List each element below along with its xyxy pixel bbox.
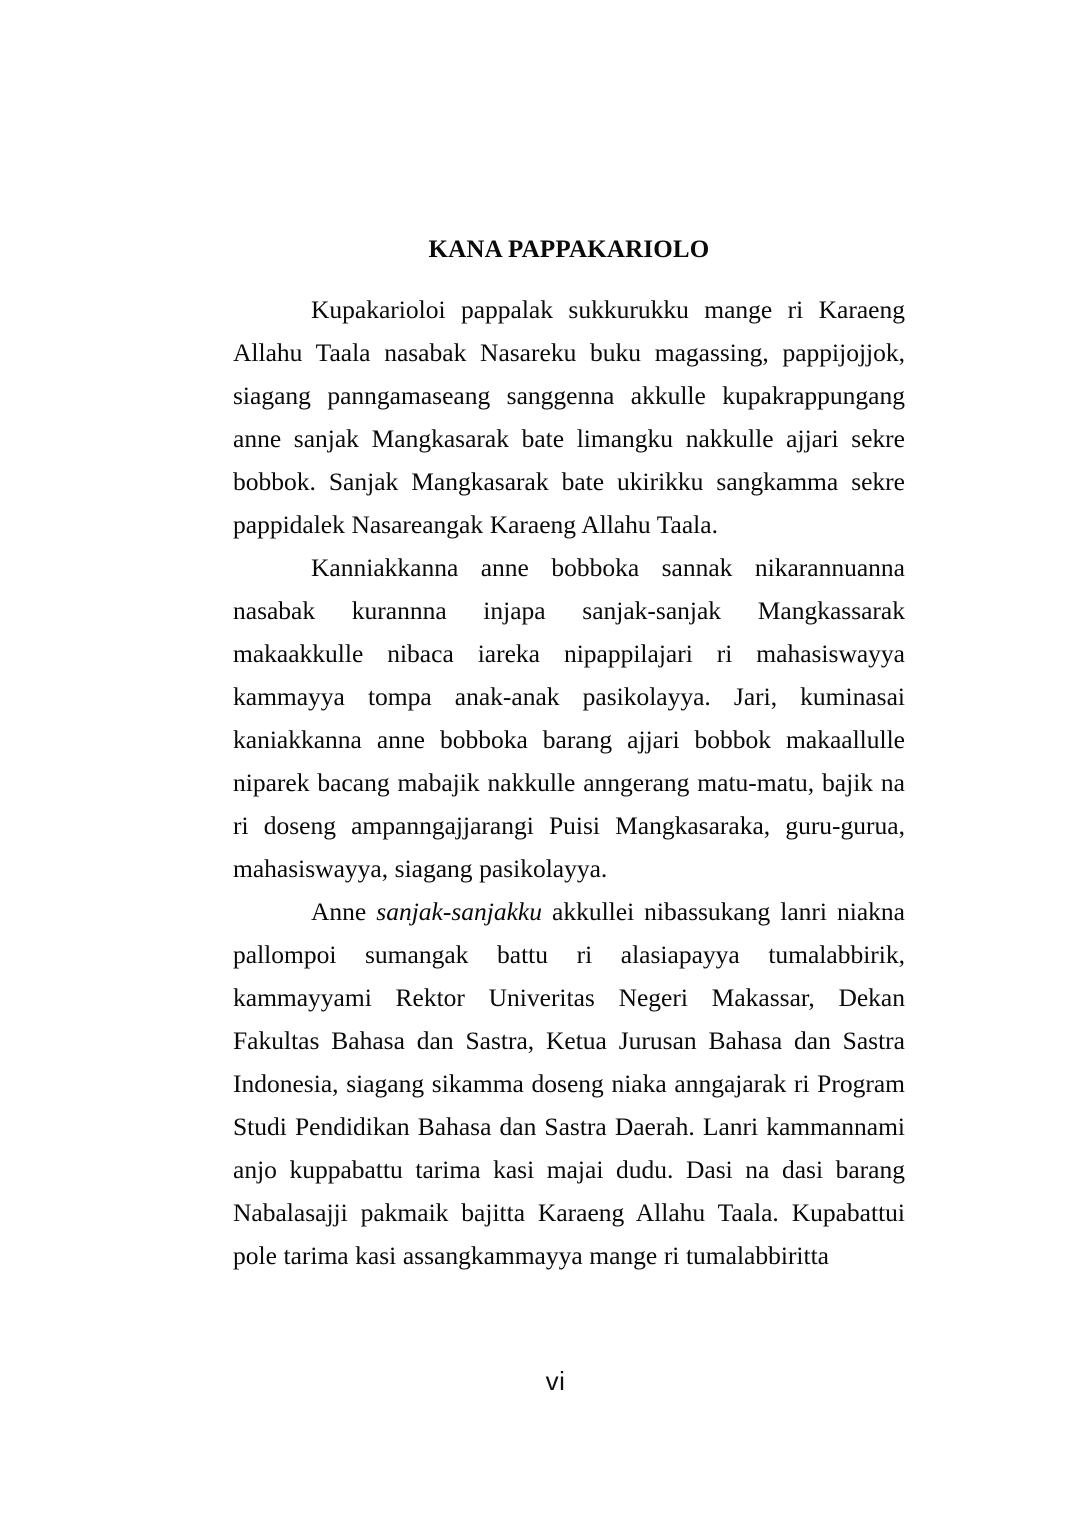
paragraph-1: Kupakarioloi pappalak sukkurukku mange ri Karaeng Allahu Taala nasabak Nasareku buku magassing, pappijojjok, siagang panngamaseang sanggenna akkulle kupakrappungang anne sanjak Mangkasarak bate limangku nakkulle ajjari sekre bobbok. Sanjak Mangkasarak bate ukirikku sangkamma sekre pappidalek Nasareangak Karaeng Allahu Taala. bbox=[233, 295, 905, 539]
paragraph-3 bbox=[233, 890, 905, 1277]
paragraph-3-rest: akkullei nibassukang lanri niakna pallompoi sumangak battu ri alasiapayya tumalabbirik, kammayyami Rektor Univeritas Negeri Makassar, Dekan Fakultas Bahasa dan Sastra, Ketua Jurusan Bahasa dan Sastra Indonesia, siagang sikamma doseng niaka anngajarak ri Program Studi Pendidikan Bahasa dan Sastra Daerah. Lanri kammannami anjo kuppabattu tarima kasi majai dudu. Dasi na dasi barang Nabalasajji pakmaik bajitta Karaeng Allahu Taala. Kupabattui pole tarima kasi assangkammayya mange ri tumalabbiritta bbox=[233, 897, 905, 1270]
paragraph-2: Kanniakkanna anne bobboka sannak nikarannuanna nasabak kurannna injapa sanjak-sanjak Mangkassarak makaakkulle nibaca iareka nipappilajari ri mahasiswayya kammayya tompa anak-anak pasikolayya. Jari, kuminasai kaniakkanna anne bobboka barang ajjari bobbok makaallulle niparek bacang mabajik nakkulle anngerang matu-matu, bajik na ri doseng ampanngajjarangi Puisi Mangkasaraka, guru-gurua, mahasiswayya, siagang pasikolayya. bbox=[233, 553, 905, 883]
page-number: vi bbox=[545, 1366, 566, 1396]
page-title: KANA PAPPAKARIOLO bbox=[428, 236, 710, 263]
page-content bbox=[233, 228, 905, 1277]
paragraph-3-italic-phrase: sanjak-sanjakku bbox=[376, 897, 542, 926]
paragraph-3-lead: Anne bbox=[311, 897, 377, 926]
